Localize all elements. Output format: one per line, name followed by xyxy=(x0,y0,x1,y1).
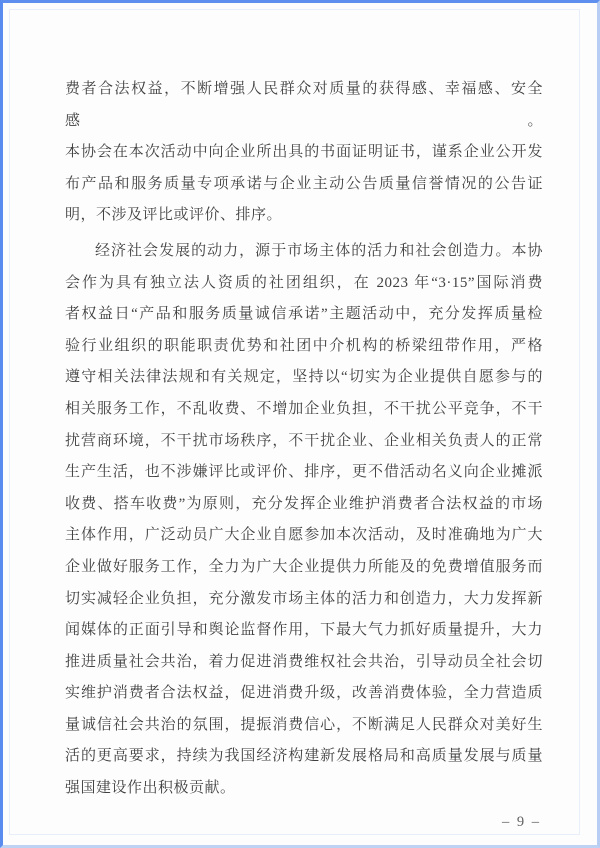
text-line: 切实减轻企业负担，充分激发市场主体的活力和创造力，大力发挥新 xyxy=(65,590,543,607)
paragraph-1 xyxy=(65,74,543,232)
page-number: – 9 – xyxy=(502,813,541,830)
text-line: 费者合法权益，不断增强人民群众对质量的获得感、幸福感、安全感。 xyxy=(65,81,543,129)
text-line: 遵守相关法律法规和有关规定，坚持以“切实为企业提供自愿参与的 xyxy=(65,369,543,386)
text-line: 企业做好服务工作，全力为广大企业提供力所能及的免费增值服务而 xyxy=(65,558,543,575)
text-line: 主体作用，广泛动员广大企业自愿参加本次活动，及时准确地为广大 xyxy=(65,527,543,544)
text-line: 实维护消费者合法权益，促进消费升级，改善消费体验，全力营造质 xyxy=(65,685,543,702)
text-line: 会作为具有独立法人资质的社团组织，在 2023 年“3·15”国际消费 xyxy=(65,274,543,291)
text-line: 明，不涉及评比或评价、排序。 xyxy=(65,207,283,224)
text-line: 验行业组织的职能职责优势和社团中介机构的桥梁纽带作用，严格 xyxy=(65,337,543,354)
text-line: 活的更高要求，持续为我国经济构建新发展格局和高质量发展与质量 xyxy=(65,748,543,765)
text-line: 闻媒体的正面引导和舆论监督作用，下最大气力抓好质量提升，大力 xyxy=(65,622,543,639)
text-line: 推进质量社会共治，着力促进消费维权社会共治，引导动员全社会切 xyxy=(65,653,543,670)
text-line: 经济社会发展的动力，源于市场主体的活力和社会创造力。本协 xyxy=(95,242,543,259)
paragraph-2 xyxy=(65,236,543,805)
text-line: 扰营商环境，不干扰市场秩序，不干扰企业、企业相关负责人的正常 xyxy=(65,432,543,449)
text-line: 本协会在本次活动中向企业所出具的书面证明证书，谨系企业公开发 xyxy=(65,144,543,161)
text-line: 相关服务工作，不乱收费、不增加企业负担，不干扰公平竞争，不干 xyxy=(65,400,543,417)
document-body xyxy=(65,74,543,831)
text-line: 量诚信社会共治的氛围，提振消费信心，不断满足人民群众对美好生 xyxy=(65,716,543,733)
text-line: 强国建设作出积极贡献。 xyxy=(65,780,236,797)
text-line: 生产生活，也不涉嫌评比或评价、排序，更不借活动名义向企业摊派 xyxy=(65,464,543,481)
text-line: 收费、搭车收费”为原则，充分发挥企业维护消费者合法权益的市场 xyxy=(65,495,543,512)
text-line: 布产品和服务质量专项承诺与企业主动公告质量信誉情况的公告证 xyxy=(65,175,543,192)
text-line: 者权益日“产品和服务质量诚信承诺”主题活动中，充分发挥质量检 xyxy=(65,306,543,323)
